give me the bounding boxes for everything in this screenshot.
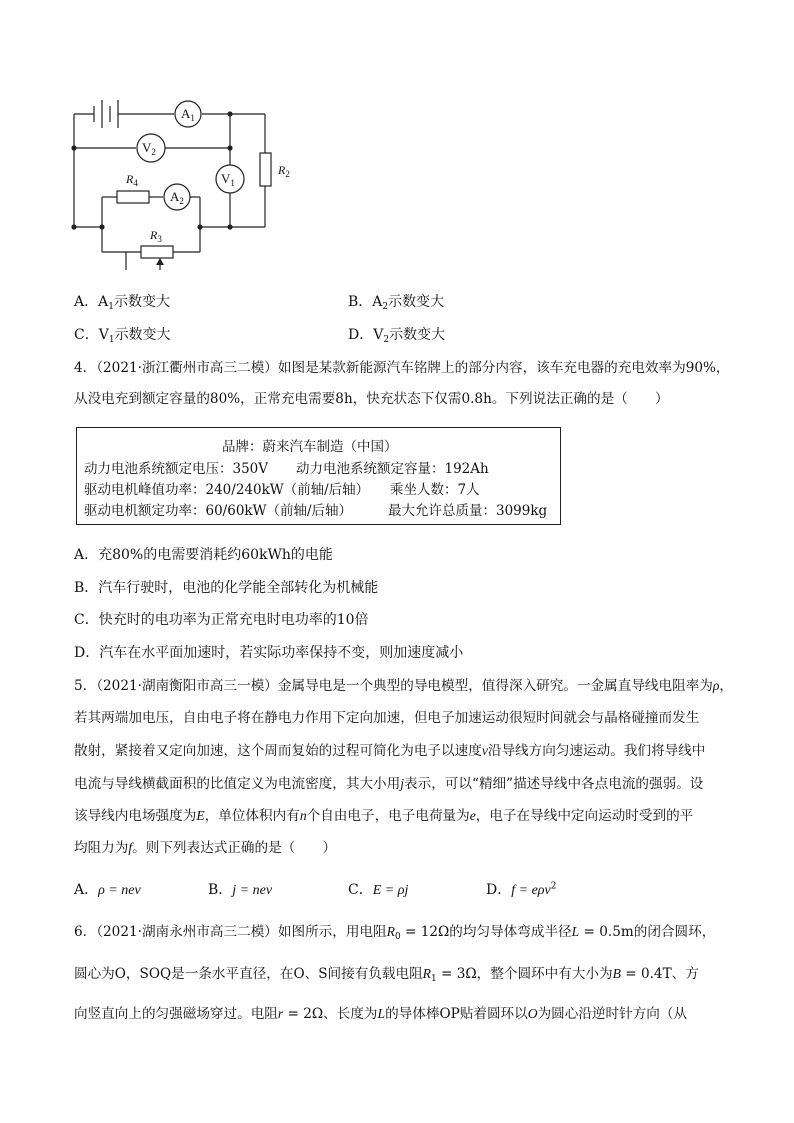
q5-line2: 若其两端加电压，自由电子将在静电力作用下定向加速，但电子加速运动很短时间就会与晶格碰撞而发生 <box>74 710 700 726</box>
resistor-r2-label: $R_2$ <box>278 163 290 179</box>
nameplate-capacity: 动力电池系统额定容量：192Ah <box>296 461 489 477</box>
q6-line3: 向竖直向上的匀强磁场穿过。电阻r = 2Ω、长度为L的导体棒OP贴着圆环以O为圆心沿逆时针方向（从 <box>74 1006 688 1022</box>
nameplate-peak-power: 驱动电机峰值功率：240/240kW（前轴/后轴） <box>84 482 370 498</box>
q5-option-b: B．j = nev <box>208 882 273 898</box>
q5-option-c: C．E = ρj <box>348 882 409 898</box>
q3-option-c: C．$V_1$示数变大 <box>74 327 171 345</box>
nameplate-voltage: 动力电池系统额定电压：350V <box>84 461 269 477</box>
q4-option-d: D．汽车在水平面加速时，若实际功率保持不变，则加速度减小 <box>74 645 464 661</box>
q4-option-b: B．汽车行驶时，电池的化学能全部转化为机械能 <box>74 580 379 596</box>
q5-line4: 电流与导线横截面积的比值定义为电流密度，其大小用j表示，可以“精细”描述导线中各点电流的强弱。设 <box>74 776 704 792</box>
resistor-r4-label: $R_4$ <box>126 172 138 188</box>
nameplate-brand: 品牌：蔚来汽车制造（中国） <box>222 439 398 455</box>
q5-option-a: A．ρ = nev <box>74 882 141 898</box>
q6-line2: 圆心为O，SOQ是一条水平直径，在O、S间接有负载电阻$R_1 = 3\Omega$，整个圆环中有大小为B = 0.4T、方 <box>74 966 699 984</box>
q6-line1: 6．（2021·湖南永州市高三二模）如图所示，用电阻$R_0 = 12\Omega$的均匀导体弯成半径L = 0.5m的闭合圆环， <box>74 924 716 942</box>
nameplate-rated-power: 驱动电机额定功率：60/60kW（前轴/后轴） <box>84 503 353 519</box>
ammeter-a1-label: $A_1$ <box>181 106 195 123</box>
q5-line1: 5．（2021·湖南衡阳市高三一模）金属导电是一个典型的导电模型，值得深入研究。一金属直导线电阻率为ρ， <box>74 678 734 694</box>
q4-stem-line2: 从没电充到额定容量的80%，正常充电需要8h，快充状态下仅需0.8h。下列说法正确的是（ ） <box>74 391 669 407</box>
q3-option-a: A．$A_1$示数变大 <box>74 294 170 312</box>
q3-option-d: D．$V_2$示数变大 <box>348 327 446 345</box>
q4-option-c: C．快充时的电功率为正常充电时电功率的10倍 <box>74 612 369 628</box>
q4-option-a: A．充80%的电需要消耗约60kWh的电能 <box>74 547 333 563</box>
q5-option-d: D．f = eρv$^2$ <box>486 881 557 898</box>
q3-option-b: B．$A_2$示数变大 <box>348 294 445 312</box>
voltmeter-v1-label: $V_1$ <box>221 171 235 188</box>
ammeter-a2-label: $A_2$ <box>170 189 184 206</box>
rheostat-r3-label: $R_3$ <box>150 228 162 244</box>
q5-line3: 散射，紧接着又定向加速，这个周而复始的过程可简化为电子以速度v沿导线方向匀速运动。我们将导线中 <box>74 743 706 759</box>
nameplate-box <box>76 427 561 525</box>
q5-line6: 均阻力为f。则下列表达式正确的是（ ） <box>74 840 337 856</box>
voltmeter-v2-label: $V_2$ <box>142 140 156 157</box>
nameplate-seats: 乘坐人数：7人 <box>390 482 480 498</box>
nameplate-max-mass: 最大允许总质量：3099kg <box>388 503 548 519</box>
q5-line5: 该导线内电场强度为E，单位体积内有n个自由电子，电子电荷量为e，电子在导线中定向运动时受到的平 <box>74 808 694 824</box>
q4-stem-line1: 4．（2021·浙江衢州市高三二模）如图是某款新能源汽车铭牌上的部分内容，该车充电器的充电效率为90%， <box>74 360 730 376</box>
